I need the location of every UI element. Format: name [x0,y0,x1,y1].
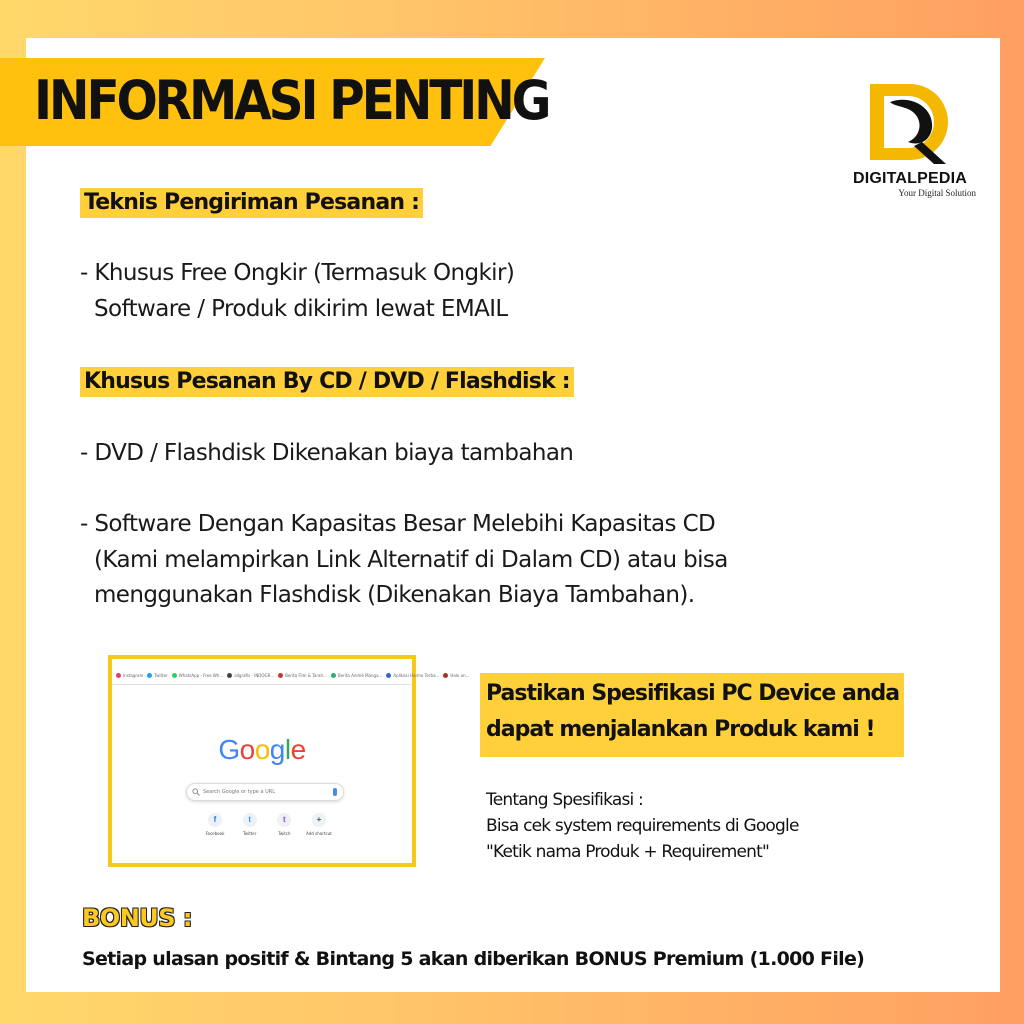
bonus-heading: BONUS : [82,904,193,932]
callout-line: Pastikan Spesifikasi PC Device anda [486,681,900,706]
info-line: - Khusus Free Ongkir (Termasuk Ongkir) [80,260,515,286]
shortcut-add[interactable]: + Add shortcut [306,815,332,836]
twitch-icon: t [277,813,291,827]
page-title: INFORMASI PENTING [34,69,549,132]
search-placeholder: Search Google or type a URL [203,789,276,795]
shortcut-tiles [202,813,332,836]
section-heading-pengiriman: Teknis Pengiriman Pesanan : [80,188,423,218]
google-logo: Google [218,734,306,765]
search-input[interactable] [186,783,344,801]
microphone-icon[interactable] [333,788,337,796]
bookmark-item: Instagram [116,673,143,678]
bookmark-item: Berita Film & Tarah... [278,673,327,678]
info-line: - DVD / Flashdisk Dikenakan biaya tambahan [80,440,574,466]
shortcut-twitter[interactable]: t Twitter [242,815,257,836]
brand-logo [840,80,980,200]
bookmark-item: allgrafis - INDOGR... [227,673,274,678]
spec-callout [480,673,904,757]
info-line: menggunakan Flashdisk (Dikenakan Biaya Tambahan). [94,582,695,608]
browser-screenshot [108,655,470,867]
spec-title: Tentang Spesifikasi : [486,790,643,810]
spec-line: "Ketik nama Produk + Requirement" [486,842,769,862]
spec-line: Bisa cek system requirements di Google [486,816,799,836]
bookmark-item: Twitter [147,673,167,678]
twitter-icon: t [243,813,257,827]
bookmark-item: WhatsApp - Free Wh... [172,673,223,678]
search-icon [192,788,200,796]
brand-tagline: Your Digital Solution [898,188,976,198]
facebook-icon: f [208,813,222,827]
brand-name: DIGITALPEDIA [852,170,968,187]
callout-line: dapat menjalankan Produk kami ! [486,717,875,742]
info-line: (Kami melampirkan Link Alternatif di Dalam CD) atau bisa [94,547,728,573]
bookmarks-bar [112,667,470,685]
digitalpedia-logo-icon [862,80,958,168]
plus-icon: + [312,813,326,827]
bookmark-item: Aplikasi Harmo Terba... [386,673,439,678]
info-line: Software / Produk dikirim lewat EMAIL [94,296,508,322]
bonus-text: Setiap ulasan positif & Bintang 5 akan diberikan BONUS Premium (1.000 File) [82,948,865,970]
section-heading-cd-dvd: Khusus Pesanan By CD / DVD / Flashdisk : [80,367,574,397]
info-line: - Software Dengan Kapasitas Besar Melebihi Kapasitas CD [80,511,716,537]
bookmark-item: Berita Animé Manga... [331,673,383,678]
bookmark-item: Halo an... [443,673,469,678]
shortcut-twitch[interactable]: t Twitch [278,815,291,836]
shortcut-facebook[interactable]: f Facebook [205,815,225,836]
